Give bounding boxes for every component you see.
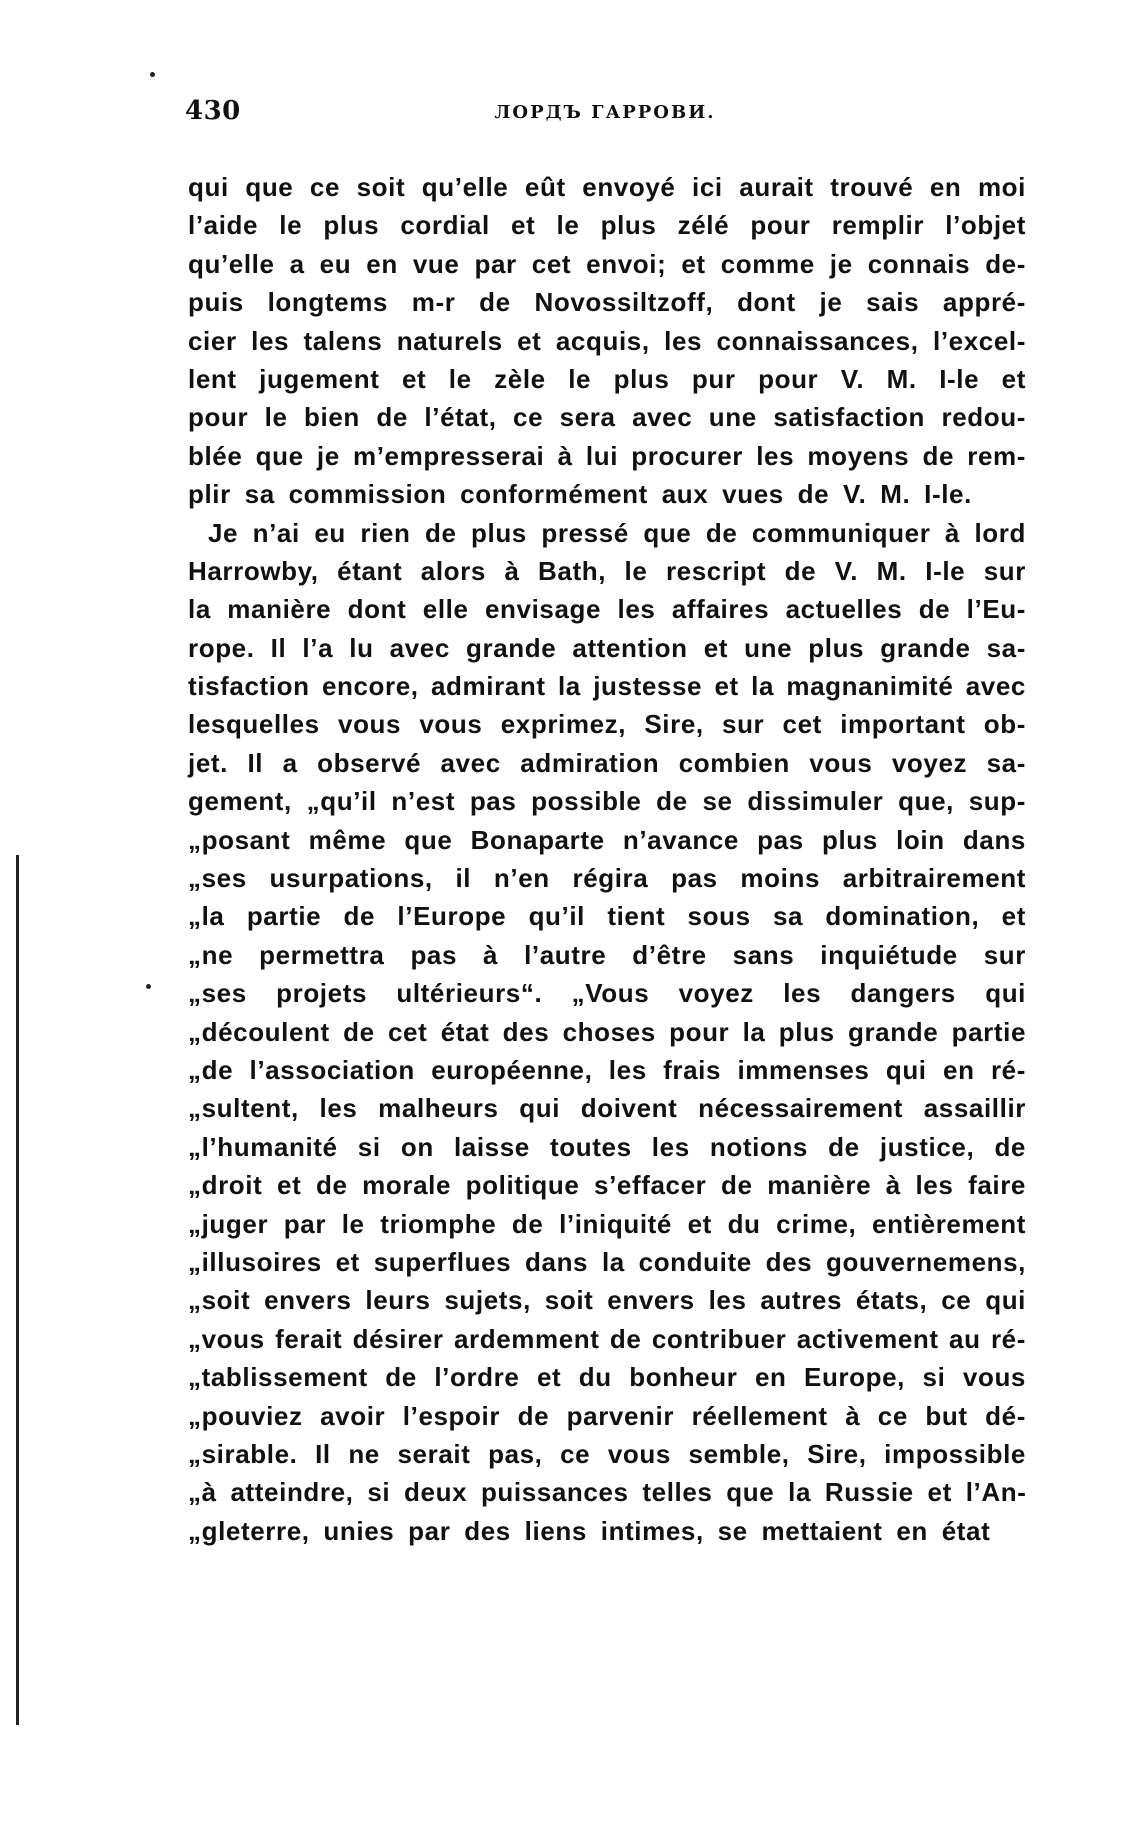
page-header	[185, 96, 1025, 136]
scan-edge-line	[16, 855, 19, 1725]
text-line: „pouviez avoir l’espoir de parvenir réellement à ce but dé-	[188, 1400, 1026, 1431]
paragraph-2	[188, 514, 1026, 1551]
text-line: rope. Il l’a lu avec grande attention et une plus grande sa-	[188, 632, 1026, 663]
text-line: „à atteindre, si deux puissances telles que la Russie et l’An-	[188, 1477, 1027, 1508]
body-text	[188, 168, 1026, 1550]
text-line: „juger par le triomphe de l’iniquité et du crime, entièrement	[188, 1208, 1026, 1239]
text-line: lent jugement et le zèle le plus pur pour V. M. I-le et	[188, 363, 1026, 394]
text-line: „sultent, les malheurs qui doivent nécessairement assaillir	[188, 1093, 1026, 1124]
scan-speck	[146, 984, 151, 989]
text-line: „ses projets ultérieurs“. „Vous voyez les dangers qui	[188, 978, 1026, 1009]
text-line: qu’elle a eu en vue par cet envoi; et comme je connais de-	[188, 248, 1026, 279]
text-line: l’aide le plus cordial et le plus zélé pour remplir l’objet	[188, 210, 1026, 241]
text-line: „soit envers leurs sujets, soit envers les autres états, ce qui	[188, 1285, 1026, 1316]
paragraph-1	[188, 168, 1026, 514]
text-line: „ses usurpations, il n’en régira pas moins arbitrairement	[188, 863, 1026, 894]
text-line: „posant même que Bonaparte n’avance pas plus loin dans	[188, 824, 1026, 855]
text-line: blée que je m’empresserai à lui procurer les moyens de rem-	[188, 440, 1026, 471]
text-line: „découlent de cet état des choses pour la plus grande partie	[188, 1016, 1026, 1047]
text-line: Je n’ai eu rien de plus pressé que de communiquer à lord	[208, 517, 1026, 548]
running-head: ЛОРДЪ ГАРРОВИ.	[494, 102, 716, 123]
text-line: tisfaction encore, admirant la justesse et la magnanimité avec	[188, 671, 1026, 702]
text-line: „sirable. Il ne serait pas, ce vous semble, Sire, impossible	[188, 1438, 1026, 1469]
text-line: „tablissement de l’ordre et du bonheur en Europe, si vous	[188, 1362, 1026, 1393]
text-line: „illusoires et superflues dans la conduite des gouvernemens,	[188, 1246, 1026, 1277]
text-line: cier les talens naturels et acquis, les connaissances, l’excel-	[188, 325, 1026, 356]
text-line: „l’humanité si on laisse toutes les notions de justice, de	[188, 1131, 1026, 1162]
text-line: „ne permettra pas à l’autre d’être sans inquiétude sur	[188, 939, 1026, 970]
text-line: la manière dont elle envisage les affaires actuelles de l’Eu-	[188, 594, 1026, 625]
text-line: „la partie de l’Europe qu’il tient sous sa domination, et	[188, 901, 1026, 932]
text-line: „vous ferait désirer ardemment de contribuer activement au ré-	[188, 1323, 1026, 1354]
text-line: pour le bien de l’état, ce sera avec une satisfaction redou-	[188, 402, 1026, 433]
text-line: Harrowby, étant alors à Bath, le rescript de V. M. I-le sur	[188, 555, 1026, 586]
text-line: „de l’association européenne, les frais immenses qui en ré-	[188, 1054, 1026, 1085]
text-line: „droit et de morale politique s’effacer de manière à les faire	[188, 1170, 1026, 1201]
text-line: qui que ce soit qu’elle eût envoyé ici aurait trouvé en moi	[188, 172, 1026, 202]
text-line: puis longtems m-r de Novossiltzoff, dont je sais appré-	[188, 287, 1026, 318]
scan-speck	[150, 72, 155, 77]
page-number: 430	[185, 96, 241, 126]
text-line: jet. Il a observé avec admiration combien vous voyez sa-	[188, 747, 1026, 778]
text-line: lesquelles vous vous exprimez, Sire, sur cet important ob-	[188, 709, 1026, 740]
text-line: „gleterre, unies par des liens intimes, se mettaient en état	[188, 1515, 991, 1546]
text-line: gement, „qu’il n’est pas possible de se dissimuler que, sup-	[188, 786, 1026, 817]
text-line: plir sa commission conformément aux vues de V. M. I-le.	[188, 479, 972, 510]
